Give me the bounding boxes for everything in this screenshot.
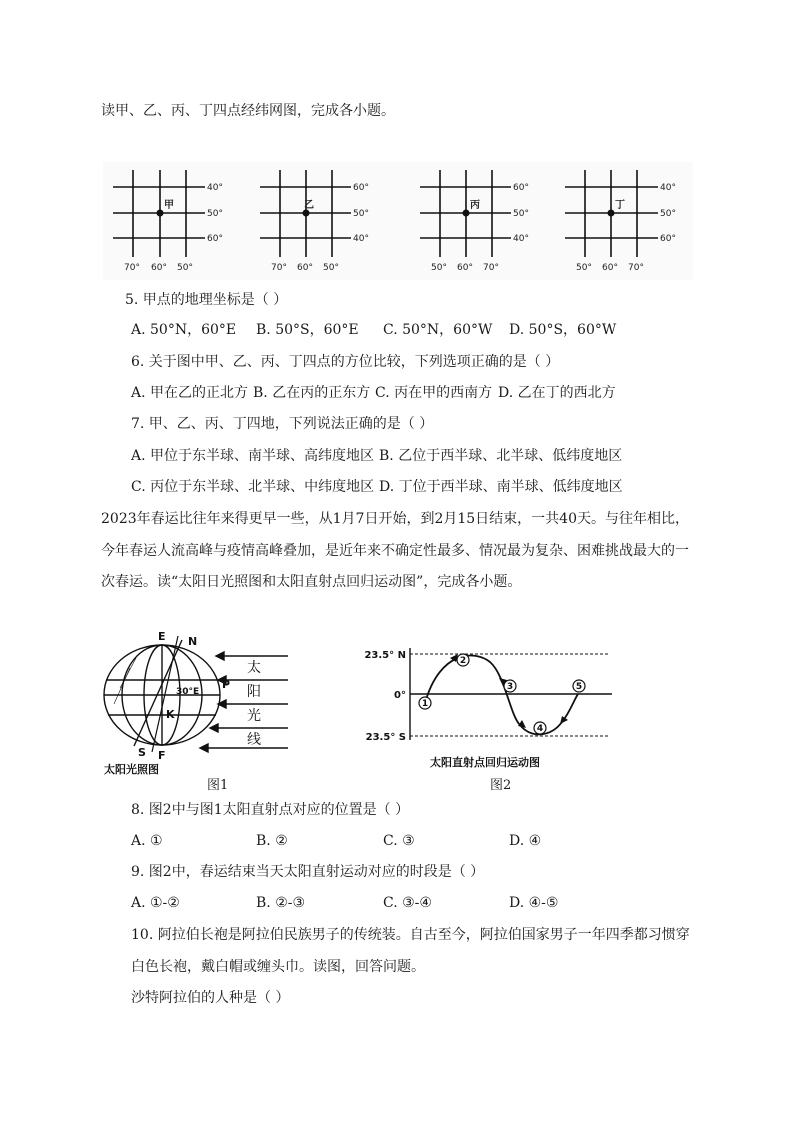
q9-option-d[interactable]: D. ④-⑤ [509, 895, 559, 911]
grid-figures [103, 162, 693, 280]
q7-stem: 7. 甲、乙、丙、丁四地，下列说法正确的是（ ） [131, 416, 434, 432]
grid-3-lat-label-2: 60° [660, 234, 676, 244]
grid-3-lon-label-2: 70° [628, 263, 644, 273]
grid-2-lon-label-0: 50° [431, 263, 447, 273]
label-n: N [188, 635, 198, 648]
grid-0-point-label: 甲 [164, 200, 174, 211]
q6-option-c[interactable]: C. 丙在甲的西南方 [375, 385, 493, 401]
label-e: E [158, 630, 166, 643]
grid-0-lon-label-1: 60° [151, 263, 167, 273]
grid-3-lon-label-1: 60° [602, 263, 618, 273]
fig2-caption: 图2 [490, 778, 512, 793]
q7-option-a[interactable]: A. 甲位于东半球、南半球、高纬度地区 [131, 448, 375, 464]
fig1-title: 太阳光照图 [104, 763, 159, 776]
grid-1-lon-label-1: 60° [297, 263, 313, 273]
point-4: 4 [536, 724, 544, 734]
grid-2-lon-label-2: 70° [483, 263, 499, 273]
grid-1-lat-label-0: 60° [353, 183, 369, 193]
q10-stem-line-2: 白色长袍，戴白帽或缠头巾。读图，回答问题。 [131, 959, 425, 975]
q8-option-b[interactable]: B. ② [256, 833, 288, 849]
grid-3-lon-label-0: 50° [576, 263, 592, 273]
passage-line-1: 2023年春运比往年来得更早一些，从1月7日开始，到2月15日结束，一共40天。与往年相比， [101, 511, 689, 527]
q5-option-a[interactable]: A. 50°N，60°E [131, 322, 237, 338]
point-1: 1 [421, 699, 429, 709]
q5-option-d[interactable]: D. 50°S，60°W [509, 322, 617, 338]
point-2: 2 [459, 656, 467, 666]
grid-0-lat-label-0: 40° [207, 183, 223, 193]
subsolar-motion-diagram [350, 640, 620, 775]
figure-2 [350, 640, 620, 775]
q9-option-a[interactable]: A. ①-② [131, 895, 180, 911]
sun-char-1: 太 [247, 660, 261, 676]
q6-option-b[interactable]: B. 乙在丙的正东方 [253, 385, 371, 401]
grid-2-point-label: 丙 [470, 200, 480, 211]
q8-stem: 8. 图2中与图1太阳直射点对应的位置是（ ） [131, 802, 410, 818]
label-s: S [138, 746, 146, 759]
q6-option-a[interactable]: A. 甲在乙的正北方 [131, 385, 249, 401]
sun-char-3: 光 [247, 708, 261, 724]
grid-1-lon-label-2: 50° [323, 263, 339, 273]
grid-1-lat-label-1: 50° [353, 209, 369, 219]
point-5: 5 [575, 682, 583, 692]
label-30e: 30°E [176, 687, 200, 697]
q7-option-c[interactable]: C. 丙位于东半球、北半球、中纬度地区 [131, 479, 375, 495]
grid-0-lon-label-0: 70° [124, 263, 140, 273]
q10-stem-line-1: 10. 阿拉伯长袍是阿拉伯民族男子的传统装。自古至今，阿拉伯国家男子一年四季都习惯穿 [131, 927, 690, 943]
figure-1 [100, 628, 300, 788]
q8-option-d[interactable]: D. ④ [509, 833, 542, 849]
label-f: F [158, 749, 166, 762]
grid-1-lat-label-2: 40° [353, 234, 369, 244]
grid-2-lat-label-1: 50° [513, 209, 529, 219]
y-label-equator: 0° [394, 690, 406, 701]
sun-char-4: 线 [247, 732, 261, 748]
y-label-south: 23.5° S [365, 732, 406, 743]
sun-char-2: 阳 [247, 684, 261, 700]
q5-option-c[interactable]: C. 50°N，60°W [383, 322, 493, 338]
grid-3-point-label: 丁 [615, 200, 625, 211]
grid-0-lon-label-2: 50° [177, 263, 193, 273]
q9-option-c[interactable]: C. ③-④ [383, 895, 432, 911]
grid-2-lat-label-0: 60° [513, 183, 529, 193]
sunlight-diagram [100, 628, 300, 788]
grid-3-lat-label-1: 50° [660, 209, 676, 219]
passage-line-2: 今年春运人流高峰与疫情高峰叠加，是近年来不确定性最多、情况最为复杂、困难挑战最大的一 [101, 543, 689, 559]
q8-option-a[interactable]: A. ① [131, 833, 163, 849]
grid-1-point-label: 乙 [304, 200, 314, 211]
q6-stem: 6. 关于图中甲、乙、丙、丁四点的方位比较，下列选项正确的是（ ） [131, 354, 560, 370]
grid-0-lat-label-2: 60° [207, 234, 223, 244]
q7-option-d[interactable]: D. 丁位于西半球、南半球、低纬度地区 [379, 479, 623, 495]
point-3: 3 [506, 682, 514, 692]
grid-1-lon-label-0: 70° [271, 263, 287, 273]
q8-option-c[interactable]: C. ③ [383, 833, 415, 849]
grid-0-lat-label-1: 50° [207, 209, 223, 219]
intro-text: 读甲、乙、丙、丁四点经纬网图，完成各小题。 [101, 103, 395, 119]
label-k: K [166, 708, 175, 721]
grid-2-lat-label-2: 40° [513, 234, 529, 244]
passage-line-3: 次春运。读“太阳日光照图和太阳直射点回归运动图”，完成各小题。 [101, 574, 522, 590]
y-label-north: 23.5° N [364, 650, 406, 661]
fig1-caption: 图1 [207, 778, 229, 793]
q9-option-b[interactable]: B. ②-③ [256, 895, 306, 911]
grid-figures-svg [103, 162, 693, 280]
q7-option-b[interactable]: B. 乙位于西半球、北半球、低纬度地区 [379, 448, 623, 464]
q6-option-d[interactable]: D. 乙在丁的西北方 [498, 385, 616, 401]
grid-3-lat-label-0: 40° [660, 183, 676, 193]
q9-stem: 9. 图2中，春运结束当天太阳直射运动对应的时段是（ ） [131, 864, 485, 880]
grid-2-lon-label-1: 60° [457, 263, 473, 273]
fig2-title: 太阳直射点回归运动图 [430, 756, 540, 769]
label-p: P [222, 678, 231, 691]
q5-option-b[interactable]: B. 50°S，60°E [256, 322, 359, 338]
q10-sub-question: 沙特阿拉伯的人种是（ ） [131, 990, 290, 1006]
q5-stem: 5. 甲点的地理坐标是（ ） [125, 292, 288, 308]
